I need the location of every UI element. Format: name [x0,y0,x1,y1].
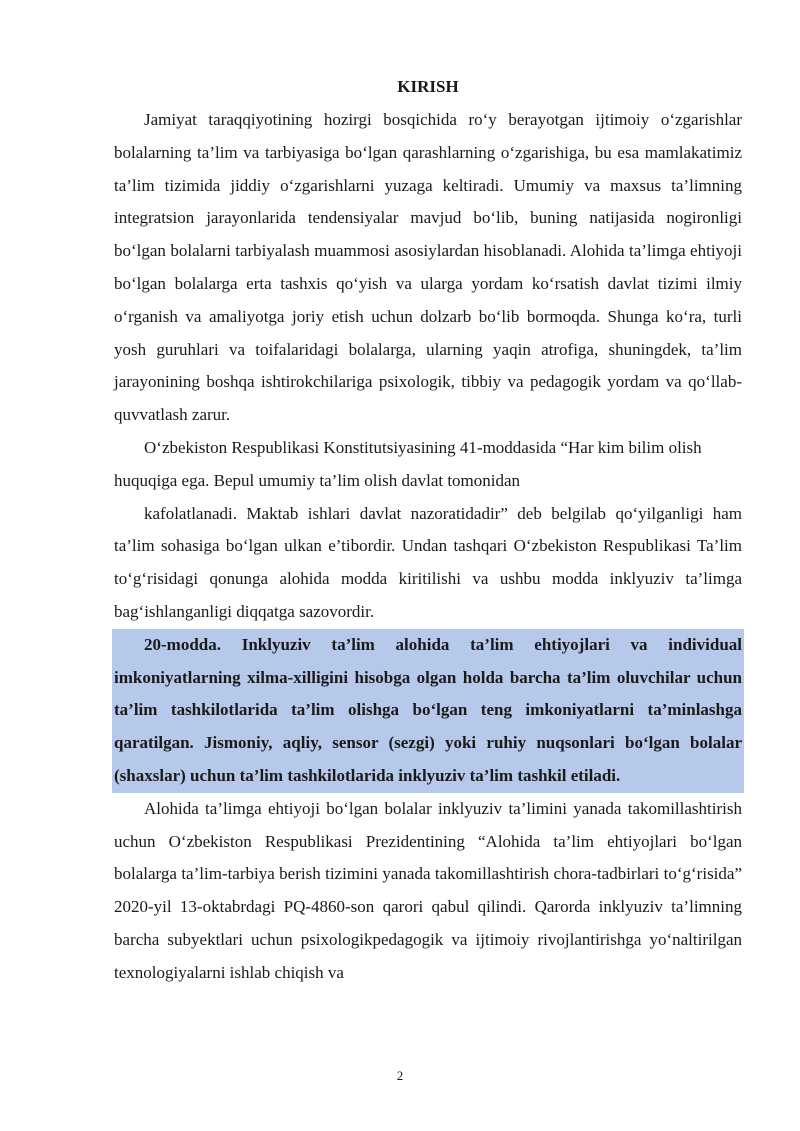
page-number: 2 [396,1068,404,1083]
paragraph-law: kafolatlanadi. Maktab ishlari davlat nazoratidadir” deb belgilab qo‘yilganligi ham ta’lim sohasiga bo‘lgan ulkan e’tibordir. Undan tashqari O‘zbekiston Respublikasi Ta’lim to‘g‘risidagi qonunga alohida modda kiritilishi va ushbu modda inklyuziv ta’limga bag‘ishlanganligi diqqatga sazovordir. [114,503,742,621]
document-body [114,76,742,990]
paragraph-intro: Jamiyat taraqqiyotining hozirgi bosqichida ro‘y berayotgan ijtimoiy o‘zgarishlar bolalarning ta’lim va tarbiyasiga bo‘lgan qarashlarning o‘zgarishiga, bu esa mamlakatimiz ta’lim tizimida jiddiy o‘zgarishlarni yuzaga keltiradi. Umumiy va maxsus ta’limning integratsion jarayonlarida tendensiyalar mavjud bo‘lib, buning natijasida nogironligi bo‘lgan bolalarni tarbiyalash muammosi asosiylardan hisoblanadi. Alohida ta’limga ehtiyoji bo‘lgan bolalarga erta tashxis qo‘yish va ularga yordam ko‘rsatish davlat tizimi ilmiy o‘rganish va amaliyotga joriy etish uchun dolzarb bo‘lib bormoqda. Shunga ko‘ra, turli yosh guruhlari va toifalaridagi bolalarga, ularning yaqin atrofiga, shuningdek, ta’lim jarayonining boshqa ishtirokchilariga psixologik, tibbiy va pedagogik yordam va qo‘llab-quvvatlash zarur. [114,110,742,425]
paragraph-constitution: O‘zbekiston Respublikasi Konstitutsiyasining 41-moddasida “Har kim bilim olish huquqiga ega. Bepul umumiy ta’lim olish davlat tomonidan [114,437,702,490]
highlighted-article-20: 20-modda. Inklyuziv ta’lim alohida ta’lim ehtiyojlari va individual imkoniyatlarning xilma-xilligini hisobga olgan holda barcha ta’lim oluvchilar uchun ta’lim tashkilotlarida ta’lim olishga bo‘lgan teng imkoniyatlarni ta’minlashga qaratilgan. Jismoniy, aqliy, sensor (sezgi) yoki ruhiy nuqsonlari bo‘lgan bolalar (shaxslar) uchun ta’lim tashkilotlarida inklyuziv ta’lim tashkil etiladi. [112,629,744,793]
section-title: KIRISH [397,77,459,96]
paragraph-decree: Alohida ta’limga ehtiyoji bo‘lgan bolalar inklyuziv ta’limini yanada takomillashtirish uchun O‘zbekiston Respublikasi Prezidentining “Alohida ta’lim ehtiyojlari bo‘lgan bolalarga ta’lim-tarbiya berish tizimini yanada takomillashtirish chora-tadbirlari to‘g‘risida” 2020-yil 13-oktabrdagi PQ-4860-son qarori qabul qilindi. Qarorda inklyuziv ta’limning barcha subyektlari uchun psixologikpedagogik va ijtimoiy rivojlantirishga yo‘naltirilgan texnologiyalarni ishlab chiqish va [114,798,742,982]
